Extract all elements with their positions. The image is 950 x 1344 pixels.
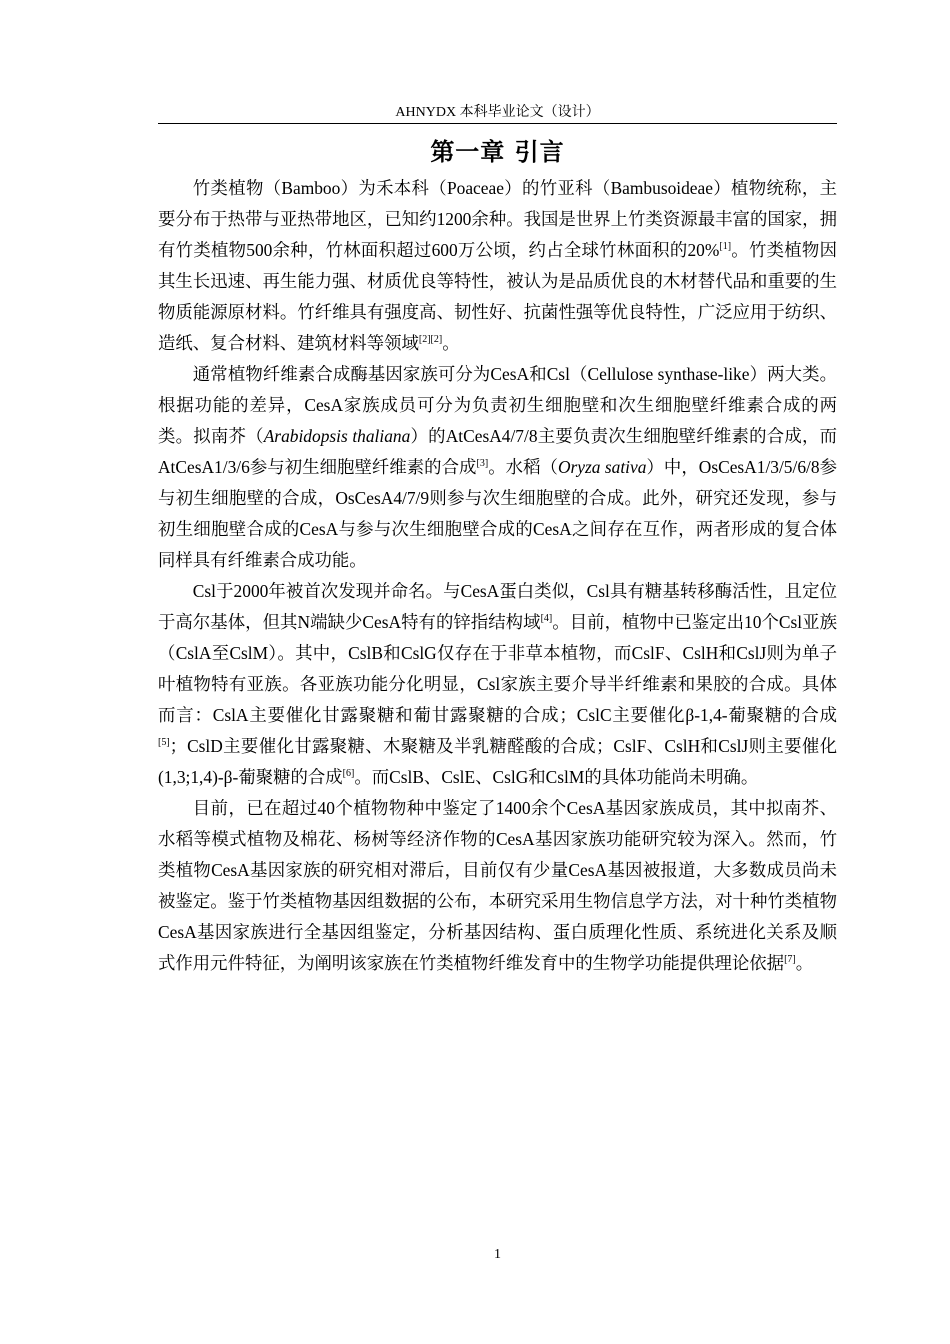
paragraph-text: Csl于2000年被首次发现并命名。与CesA蛋白类似，Csl具有糖基转移酶活性，且定位于高尔基体，但其N端缺少CesA特有的锌指结构域 — [158, 581, 837, 632]
paragraph-1 — [158, 173, 837, 359]
paragraph-text: 。 — [795, 953, 814, 973]
paragraph-3 — [158, 576, 837, 793]
chapter-title: 第一章 引言 — [430, 138, 565, 166]
citation: [2][2] — [418, 334, 443, 346]
citation: [3] — [476, 458, 489, 470]
paragraph-text: 。竹类植物因其生长迅速、再生能力强、材质优良等特性，被认为是品质优良的木材替代品和重要的生物质能源原材料。竹纤维具有强度高、韧性好、抗菌性强等优良特性，广泛应用于纺织、造纸、复合材料、建筑材料等领域 — [158, 240, 837, 353]
citation: [7] — [784, 954, 796, 966]
page-number: 1 — [494, 1247, 501, 1262]
body-text — [158, 173, 837, 979]
species-name: Oryza sativa — [557, 457, 647, 477]
paragraph-text: ）中，OsCesA1/3/5/6/8参与初生细胞壁的合成，OsCesA4/7/9则参与次生细胞壁的合成。此外，研究还发现，参与初生细胞壁合成的CesA与参与次生细胞壁合成的CesA之间存在互作，两者形成的复合体同样具有纤维素合成功能。 — [158, 457, 837, 570]
paragraph-text: 。水稻（ — [488, 457, 558, 477]
species-name: Arabidopsis thaliana — [263, 426, 411, 446]
paragraph-text: 目前，已在超过40个植物物种中鉴定了1400余个CesA基因家族成员，其中拟南芥、水稻等模式植物及棉花、杨树等经济作物的CesA基因家族功能研究较为深入。然而，竹类植物CesA基因家族的研究相对滞后，目前仅有少量CesA基因被报道，大多数成员尚未被鉴定。鉴于竹类植物基因组数据的公布，本研究采用生物信息学方法，对十种竹类植物CesA基因家族进行全基因组鉴定，分析基因结构、蛋白质理化性质、系统进化关系及顺式作用元件特征，为阐明该家族在竹类植物纤维发育中的生物学功能提供理论依据 — [158, 798, 837, 973]
paragraph-text: 。目前，植物中已鉴定出10个Csl亚族（CslA至CslM）。其中，CslB和CslG仅存在于非草本植物，而CslF、CslH和CslJ则为单子叶植物特有亚族。各亚族功能分化明显，Csl家族主要介导半纤维素和果胶的合成。具体而言：CslA主要催化甘露聚糖和葡甘露聚糖的合成；CslC主要催化β-1,4-葡聚糖的合成 — [158, 612, 837, 725]
paragraph-4 — [158, 793, 837, 979]
paragraph-text: 。 — [442, 333, 460, 353]
citation: [1] — [719, 241, 732, 253]
paragraph-text: 通常植物纤维素合成酶基因家族可分为CesA和Csl（Cellulose synthase-like）两大类。根据功能的差异，CesA家族成员可分为负责初生细胞壁和次生细胞壁纤维素合成的两类。拟南芥（ — [158, 364, 837, 446]
paragraph-text: ；CslD主要催化甘露聚糖、木聚糖及半乳糖醛酸的合成；CslF、CslH和CslJ则主要催化(1,3;1,4)-β-葡聚糖的合成 — [158, 736, 837, 787]
running-header: AHNYDX 本科毕业论文（设计） — [395, 105, 600, 120]
header-rule — [158, 123, 837, 124]
paragraph-text: ）的AtCesA4/7/8主要负责次生细胞壁纤维素的合成，而AtCesA1/3/6参与初生细胞壁纤维素的合成 — [158, 426, 837, 477]
citation: [4] — [540, 613, 553, 625]
paragraph-text: 竹类植物（Bamboo）为禾本科（Poaceae）的竹亚科（Bambusoideae）植物统称，主要分布于热带与亚热带地区，已知约1200余种。我国是世界上竹类资源最丰富的国家，拥有竹类植物500余种，竹林面积超过600万公顷，约占全球竹林面积的20% — [158, 178, 837, 260]
citation: [6] — [342, 768, 355, 780]
paragraph-text: 。而CslB、CslE、CslG和CslM的具体功能尚未明确。 — [354, 767, 759, 787]
paragraph-2 — [158, 359, 837, 576]
citation: [5] — [158, 737, 170, 749]
